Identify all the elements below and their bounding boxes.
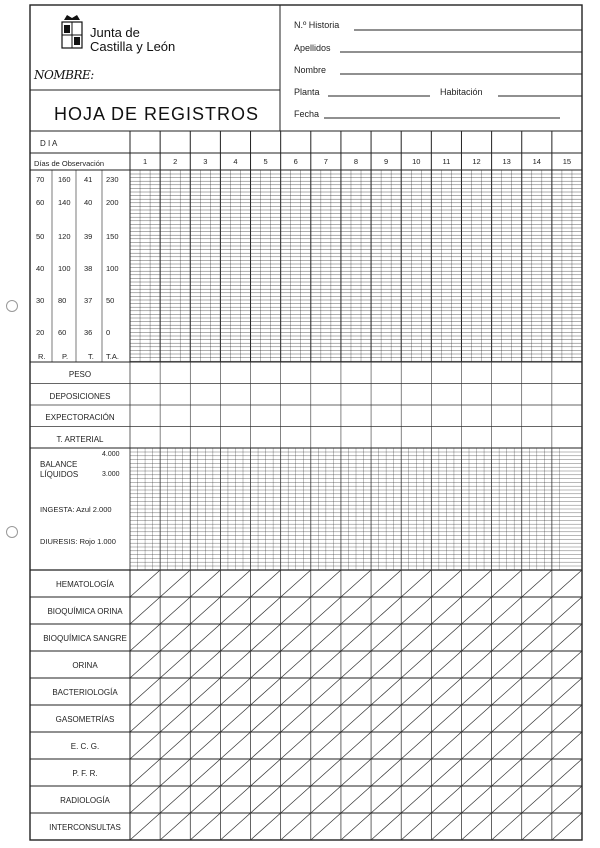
scale-legend-item: R. [38,352,46,361]
scale-value: 30 [36,296,45,305]
punch-hole-icon [6,526,18,538]
scale-value: 40 [36,264,45,273]
scale-value: 100 [58,264,71,273]
day-number: 9 [384,157,389,166]
punch-hole-icon [6,300,18,312]
day-number: 1 [142,157,148,166]
scale-value: 50 [36,232,45,241]
scale-value: 39 [84,232,93,241]
scale-value: 140 [58,198,71,207]
balance-label-2: LÍQUIDOS [40,470,79,479]
scale-value: 230 [106,175,119,184]
org-line-1: Junta de [90,25,140,40]
scale-value: 38 [84,264,93,273]
vitals-row-label: EXPECTORACIÓN [45,413,115,422]
page-title: HOJA DE REGISTROS [54,104,260,124]
scale-value: 40 [84,198,93,207]
day-number: 12 [472,157,481,166]
day-number: 7 [323,157,328,166]
lab-row-label: BIOQUÍMICA ORINA [47,606,123,616]
day-number: 2 [173,157,178,166]
scale-value: 36 [84,328,93,337]
handwritten-name-note: NOMBRE: [34,68,94,82]
scale-value: 100 [106,264,119,273]
day-number: 4 [233,157,238,166]
organization-name [90,26,175,54]
day-number: 15 [562,157,572,166]
day-number: 8 [353,157,359,166]
dias-observacion-label: Días de Observación [34,159,105,168]
scale-value: 60 [36,198,45,207]
habitacion-field-label: Habitación [440,87,483,97]
lab-row-label: INTERCONSULTAS [49,822,121,832]
scale-legend-item: P. [62,352,69,361]
day-number: 11 [442,157,451,166]
diuresis-label: DIURESIS: Rojo 1.000 [40,537,116,546]
lab-row-label: ORINA [72,660,98,670]
org-line-2: Castilla y León [90,39,176,54]
scale-value: 60 [58,328,67,337]
day-number: 6 [293,157,298,166]
lab-row-label: BIOQUÍMICA SANGRE [43,633,127,643]
balance-label-1: BALANCE [40,460,78,469]
scale-value: 20 [36,328,45,337]
day-number: 14 [532,157,541,166]
lab-row-label: GASOMETRÍAS [55,714,115,724]
balance-4000: 4.000 [102,451,120,458]
lab-row-label: RADIOLOGÍA [60,795,110,805]
lab-row-label: P. F. R. [72,768,98,778]
day-number: 5 [263,157,268,166]
dia-label: D I A [40,139,58,148]
scale-value: 37 [84,296,93,305]
vitals-row-label: T. ARTERIAL [56,434,104,444]
day-number: 3 [203,157,208,166]
historia-field-label: N.º Historia [294,20,340,30]
scale-legend-item: T.A. [106,352,119,361]
day-number: 10 [412,157,421,166]
scale-value: 160 [58,175,71,184]
lab-row-label: E. C. G. [70,741,100,751]
day-number: 13 [502,157,511,166]
fecha-field-label: Fecha [294,109,320,119]
scale-value: 80 [58,296,67,305]
scale-value: 50 [106,296,115,305]
balance-3000: 3.000 [102,471,120,478]
scale-value: 150 [106,232,119,241]
crest-logo-icon [62,15,82,48]
planta-field-label: Planta [294,87,320,97]
ingesta-label: INGESTA: Azul 2.000 [40,505,112,514]
lab-row-label: HEMATOLOGÍA [56,579,114,589]
vitals-row-label: PESO [68,370,92,379]
scale-legend-item: T. [88,352,94,361]
scale-value: 0 [106,328,111,337]
scale-value: 120 [58,232,71,241]
vitals-row-label: DEPOSICIONES [49,391,111,401]
scale-value: 41 [84,175,93,184]
lab-row-label: BACTERIOLOGÍA [52,687,118,697]
nombre-field-label: Nombre [294,65,327,75]
scale-value: 200 [106,198,119,207]
scale-value: 70 [36,175,45,184]
apellidos-field-label: Apellidos [294,43,331,53]
